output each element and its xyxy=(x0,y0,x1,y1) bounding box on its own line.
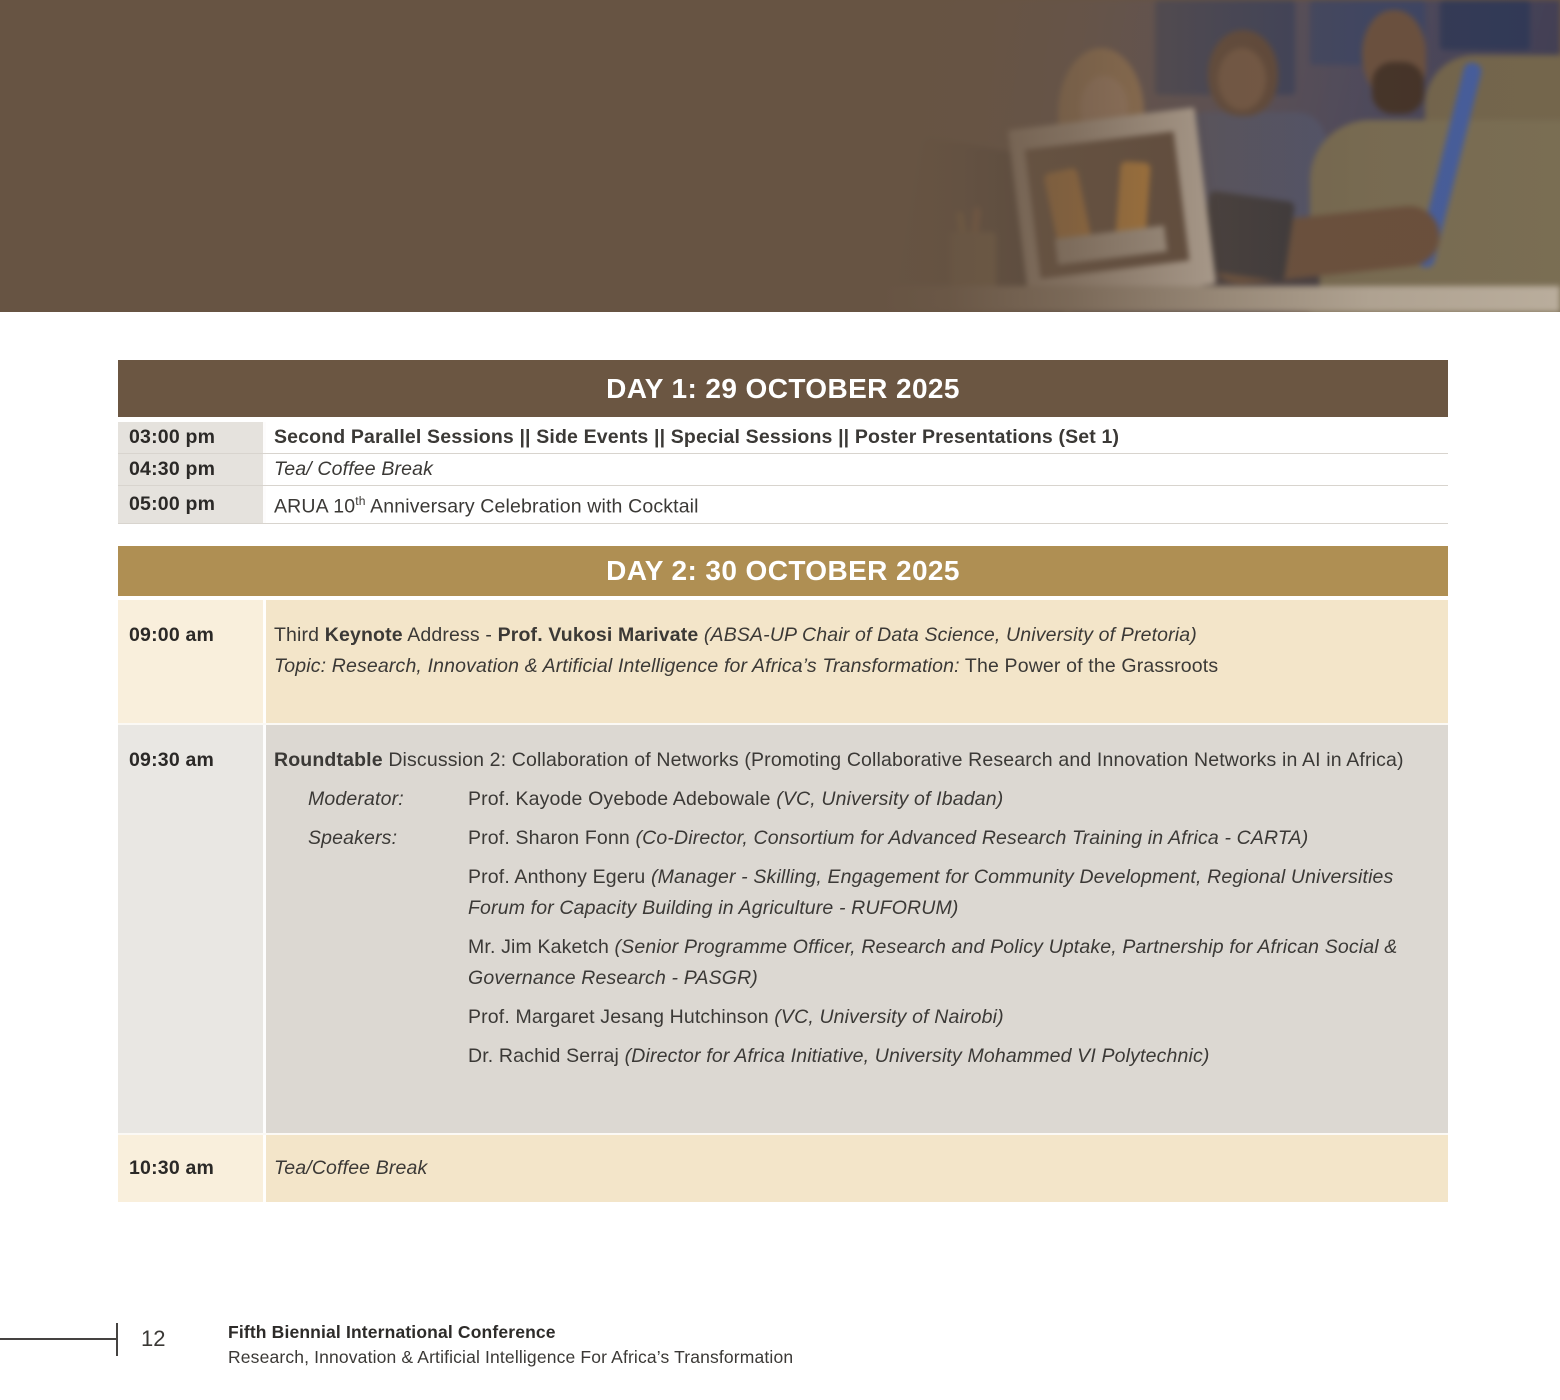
text-segment: (Manager - Skilling, Engagement for Community Development, Regional Universities Forum for Capacity Building in Agriculture - RUFORUM) xyxy=(468,865,1394,919)
session-line xyxy=(274,651,1436,682)
session-cell xyxy=(266,600,1448,723)
text-segment: (VC, University of Nairobi) xyxy=(774,1005,1004,1028)
time-label: 03:00 pm xyxy=(129,426,216,448)
schedule-row xyxy=(118,485,1448,524)
session-line xyxy=(468,784,1436,815)
time-label: 04:30 pm xyxy=(129,458,216,480)
page-number: 12 xyxy=(141,1326,166,1351)
text-segment: Tea/Coffee Break xyxy=(274,1156,428,1179)
time-label: 05:00 pm xyxy=(129,492,216,515)
time-cell xyxy=(118,422,266,453)
time-label: 09:30 am xyxy=(129,748,215,771)
text-segment: Topic: Research, Innovation & Artificial Intelligence for Africa’s Transformation: xyxy=(274,654,960,677)
session-line xyxy=(274,486,699,523)
panel-people-list xyxy=(468,784,1436,823)
text-segment: (VC, University of Ibadan) xyxy=(776,787,1004,810)
text-segment: (Senior Programme Officer, Research and Policy Uptake, Partnership for African Social & Governance Research - PASGR) xyxy=(468,935,1398,989)
session-cell xyxy=(266,422,1448,453)
schedule-row xyxy=(118,1133,1448,1202)
schedule-row xyxy=(118,422,1448,453)
page-footer xyxy=(0,1322,1560,1382)
day2-header: DAY 2: 30 OCTOBER 2025 xyxy=(118,546,1448,596)
day2-schedule-table xyxy=(118,546,1448,1202)
time-cell xyxy=(118,454,266,485)
footer-rule xyxy=(0,1338,116,1340)
time-cell xyxy=(118,725,266,1133)
photo-brown-overlay xyxy=(880,0,1560,312)
panel-role-label: Speakers: xyxy=(308,826,398,849)
time-label: 10:30 am xyxy=(129,1156,215,1179)
schedule-row xyxy=(118,600,1448,723)
session-line xyxy=(274,422,1119,453)
text-segment: (Director for Africa Initiative, University Mohammed VI Polytechnic) xyxy=(624,1044,1210,1067)
text-segment: Address - xyxy=(402,623,498,646)
text-segment: Anniversary Celebration with Cocktail xyxy=(365,495,699,518)
text-segment: Prof. Margaret Jesang Hutchinson xyxy=(468,1005,775,1028)
day1-rows xyxy=(118,422,1448,524)
footer-rule-tick xyxy=(116,1323,118,1356)
panel-role-label: Moderator: xyxy=(308,787,404,810)
text-segment: Second Parallel Sessions || Side Events || Special Sessions || Poster Presentations (Set 1) xyxy=(274,426,1120,448)
text-segment: Keynote xyxy=(324,623,403,646)
text-segment: The Power of the Grassroots xyxy=(959,654,1219,677)
session-line xyxy=(274,620,1436,651)
header-banner xyxy=(0,0,1560,312)
schedule-content xyxy=(0,312,1560,1202)
time-label: 09:00 am xyxy=(129,623,215,646)
text-segment: Prof. Vukosi Marivate xyxy=(497,623,704,646)
footer-text xyxy=(228,1322,793,1368)
footer-conference-subtitle: Research, Innovation & Artificial Intelligence For Africa’s Transformation xyxy=(228,1347,794,1367)
session-line xyxy=(468,932,1436,994)
session-line xyxy=(274,745,1436,776)
text-segment: Prof. Kayode Oyebode Adebowale xyxy=(468,787,777,810)
session-line xyxy=(468,823,1436,854)
time-cell xyxy=(118,1135,266,1202)
session-cell xyxy=(266,725,1448,1133)
schedule-row xyxy=(118,723,1448,1133)
session-line xyxy=(468,862,1436,924)
text-segment: Prof. Sharon Fonn xyxy=(468,826,636,849)
moderator-speakers-panel xyxy=(308,784,1436,1080)
text-segment: Tea/ Coffee Break xyxy=(274,458,434,480)
panel-people-list xyxy=(468,823,1436,1080)
time-cell xyxy=(118,486,266,523)
session-cell xyxy=(266,486,1448,523)
time-cell xyxy=(118,600,266,723)
text-segment: ARUA 10 xyxy=(274,495,356,518)
day1-header: DAY 1: 29 OCTOBER 2025 xyxy=(118,360,1448,417)
schedule-row xyxy=(118,453,1448,485)
text-segment: Dr. Rachid Serraj xyxy=(468,1044,625,1067)
text-segment: Discussion 2: Collaboration of Networks (Promoting Collaborative Research and Innovation Networks in AI in Africa) xyxy=(382,748,1404,771)
text-segment: th xyxy=(355,494,366,508)
text-segment: (Co-Director, Consortium for Advanced Research Training in Africa - CARTA) xyxy=(635,826,1309,849)
text-segment: Prof. Anthony Egeru xyxy=(468,865,651,888)
session-cell xyxy=(266,1135,1448,1202)
session-line xyxy=(274,1153,427,1184)
text-segment: Third xyxy=(274,623,325,646)
text-segment: Roundtable xyxy=(274,748,383,771)
footer-conference-title: Fifth Biennial International Conference xyxy=(228,1322,556,1342)
session-line xyxy=(468,1002,1436,1033)
day2-rows xyxy=(118,600,1448,1202)
session-line xyxy=(274,454,433,485)
text-segment: Mr. Jim Kaketch xyxy=(468,935,615,958)
session-cell xyxy=(266,454,1448,485)
day1-schedule-table xyxy=(118,360,1448,524)
text-segment: (ABSA-UP Chair of Data Science, University of Pretoria) xyxy=(703,623,1197,646)
header-photo xyxy=(880,0,1560,312)
session-line xyxy=(468,1041,1436,1072)
